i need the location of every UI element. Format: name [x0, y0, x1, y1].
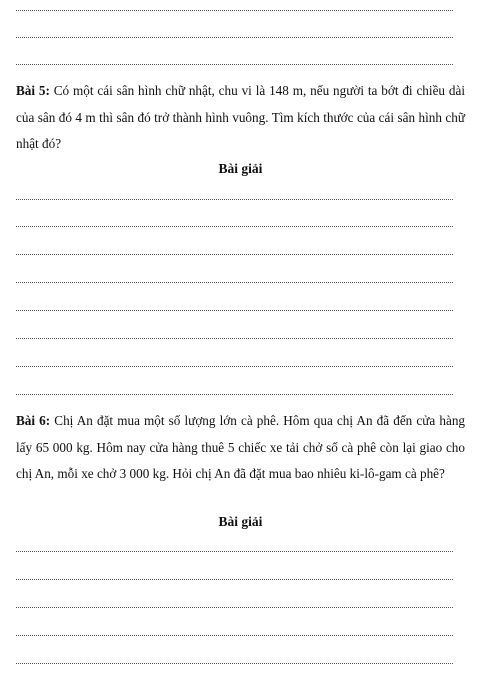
problem-5 [16, 78, 465, 158]
answer-line [16, 338, 453, 339]
answer-line [16, 254, 453, 255]
answer-line [16, 635, 453, 636]
answer-line [16, 226, 453, 227]
answer-line [16, 64, 453, 65]
answer-line [16, 607, 453, 608]
answer-line [16, 199, 453, 200]
solution-5-heading: Bài giải [218, 161, 263, 176]
answer-line [16, 394, 453, 395]
answer-line [16, 310, 453, 311]
problem-6-text: Chị An đặt mua một số lượng lớn cà phê. Hôm qua chị An đã đến cửa hàng lấy 65 000 kg. Hôm nay cửa hàng thuê 5 chiếc xe tải chở số cà phê còn lại giao cho chị An, mỗi xe chở 3 000 kg. Hỏi chị An đã đặt mua bao nhiêu ki-lô-gam cà phê? [16, 413, 466, 481]
answer-line [16, 551, 453, 552]
problem-6 [16, 408, 465, 488]
problem-5-text: Có một cái sân hình chữ nhật, chu vi là 148 m, nếu người ta bớt đi chiều dài của sân đó 4 m thì sân đó trở thành hình vuông. Tìm kích thước của cái sân hình chữ nhật đó? [16, 83, 465, 151]
problem-5-label: Bài 5: [16, 83, 50, 98]
problem-6-label: Bài 6: [16, 413, 51, 428]
answer-line [16, 10, 453, 11]
answer-line [16, 282, 453, 283]
answer-line [16, 663, 453, 664]
answer-line [16, 37, 453, 38]
answer-line [16, 579, 453, 580]
solution-6-heading: Bài giải [218, 514, 263, 529]
answer-line [16, 366, 453, 367]
